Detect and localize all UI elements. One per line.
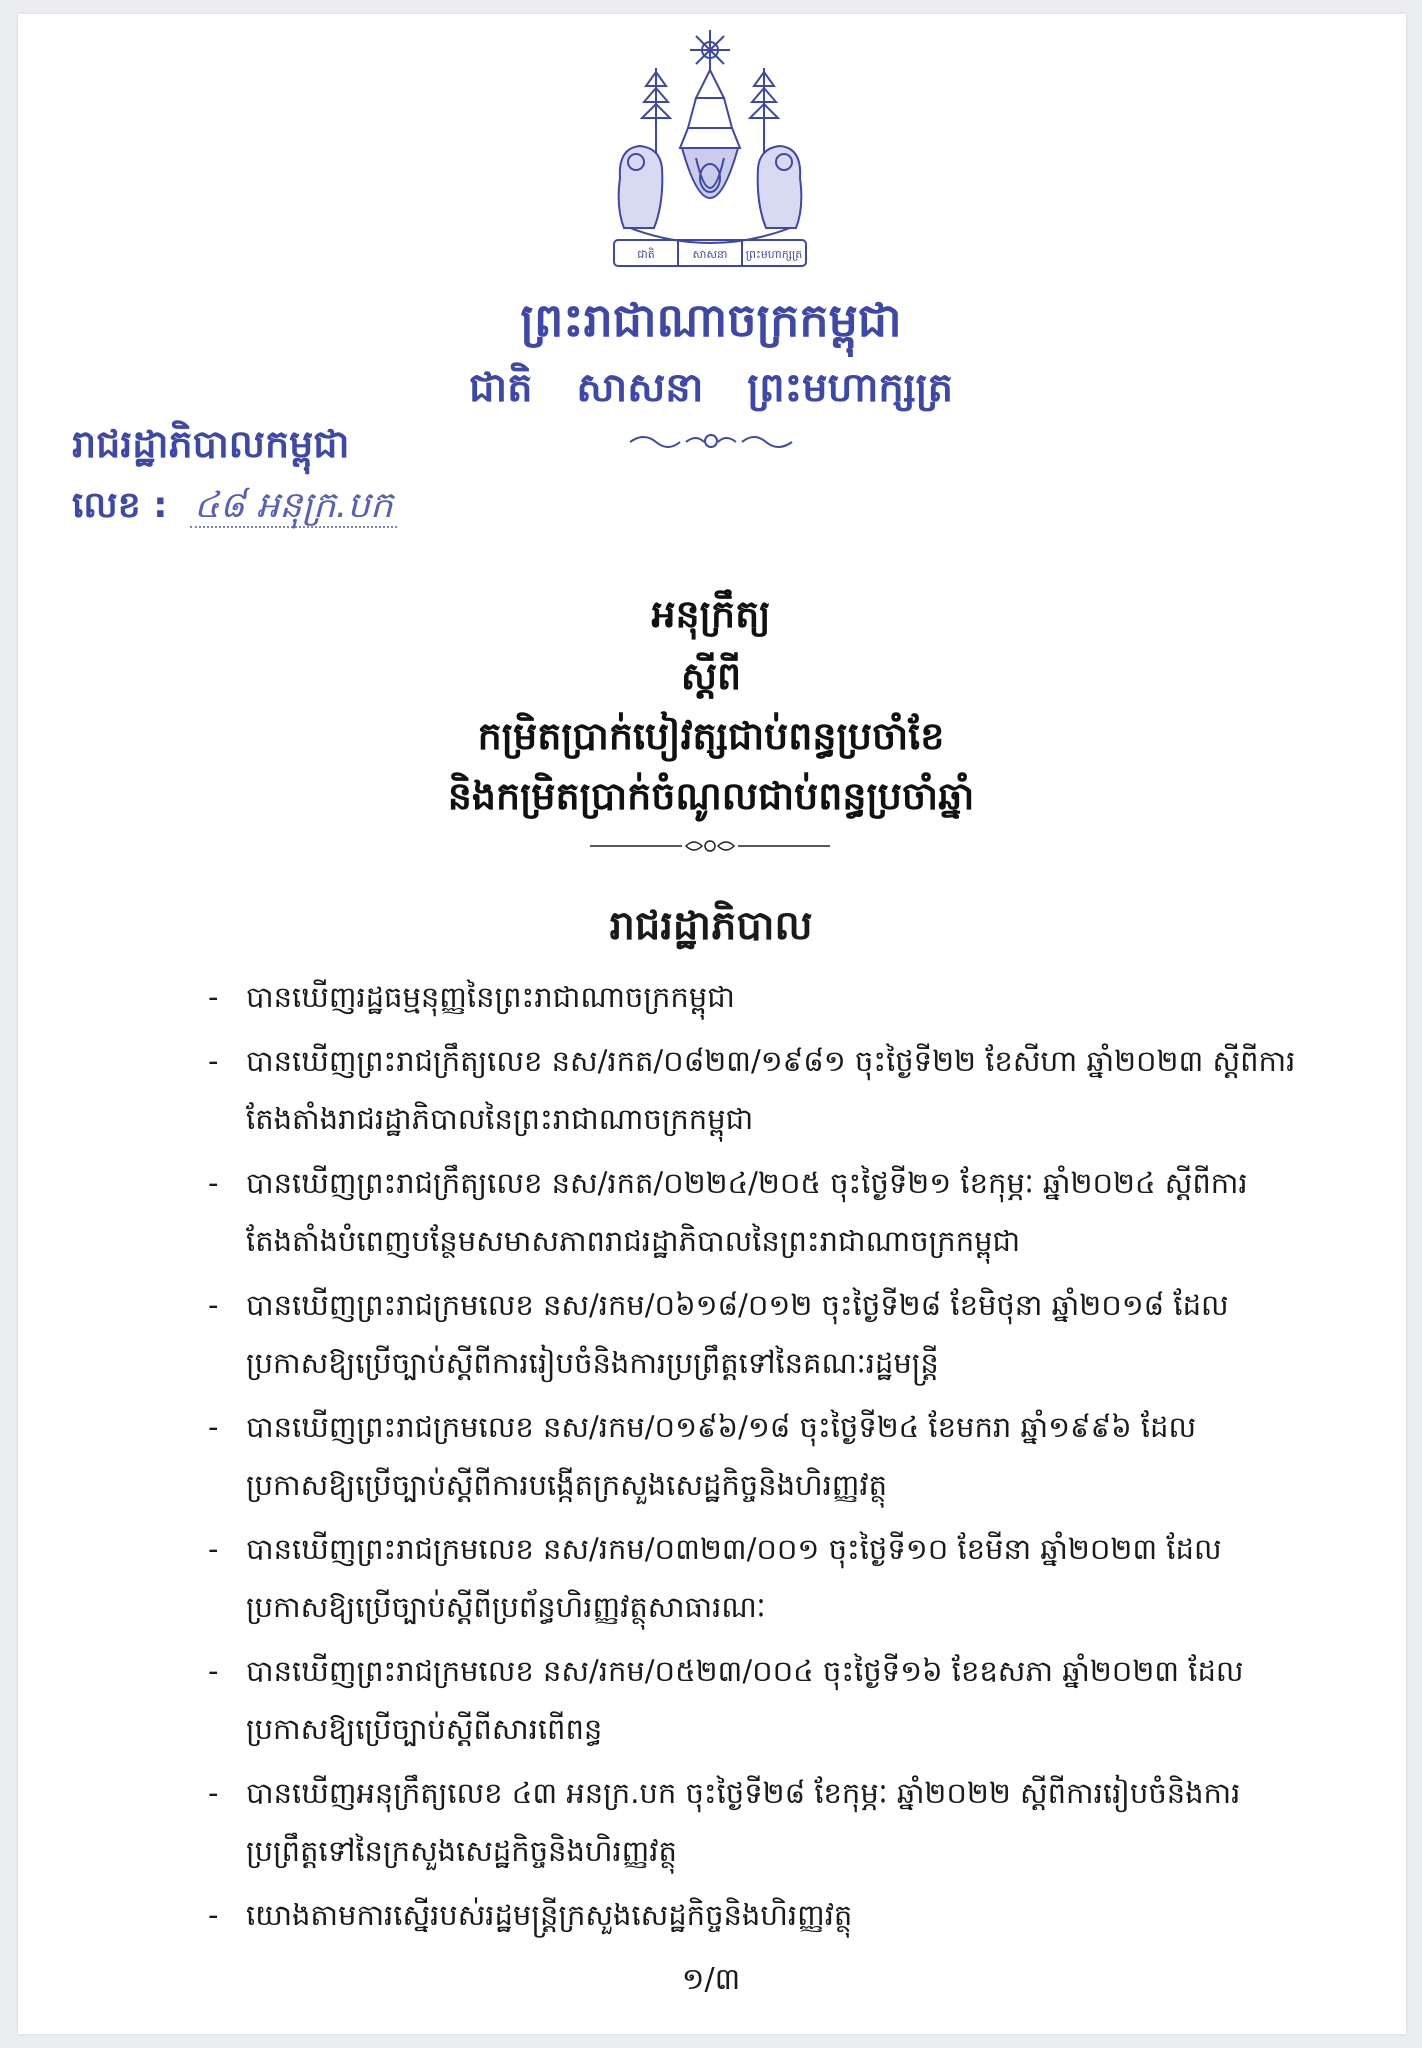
emblem-label-1: ជាតិ bbox=[637, 248, 655, 261]
kingdom-name: ព្រះរាជាណាចក្រកម្ពុជា bbox=[520, 293, 902, 347]
list-item: - បានឃើញរដ្ឋធម្មនុញ្ញនៃព្រះរាជាណាចក្រកម្ពុជា bbox=[208, 968, 1298, 1026]
royal-emblem-icon bbox=[600, 28, 820, 288]
issuing-authority: រាជរដ្ឋាភិបាលកម្ពុជា bbox=[72, 422, 350, 466]
list-item: - បានឃើញព្រះរាជក្រមលេខ នស/រកម/០៣២៣/០០១ ចុះថ្ងៃទី១០ ខែមីនា ឆ្នាំ២០២៣ ដែលប្រកាសឱ្យប្រើច្បាប់ស្តីពីប្រព័ន្ធហិរញ្ញវត្ថុសាធារណៈ bbox=[208, 1520, 1298, 1636]
list-item: - បានឃើញព្រះរាជក្រឹត្យលេខ នស/រកត/០៨២៣/១៩៨១ ចុះថ្ងៃទី២២ ខែសីហា ឆ្នាំ២០២៣ ស្តីពីការតែងតាំងរាជរដ្ឋាភិបាលនៃព្រះរាជាណាចក្រកម្ពុជា bbox=[208, 1032, 1298, 1148]
emblem-label-3: ព្រះមហាក្សត្រ bbox=[745, 248, 803, 261]
list-item: - យោងតាមការស្នើរបស់រដ្ឋមន្ត្រីក្រសួងសេដ្ឋកិច្ចនិងហិរញ្ញវត្ថុ bbox=[208, 1886, 1298, 1944]
document-number bbox=[72, 482, 397, 535]
list-item: - បានឃើញព្រះរាជក្រឹត្យលេខ នស/រកត/០២២៤/២០៥ ចុះថ្ងៃទី២១ ខែកុម្ភៈ ឆ្នាំ២០២៤ ស្តីពីការតែងតាំងបំពេញបន្ថែមសមាសភាពរាជរដ្ឋាភិបាលនៃព្រះរាជាណាចក្រកម្ពុជា bbox=[208, 1154, 1298, 1270]
national-motto: ជាតិ សាសនា ព្រះមហាក្សត្រ bbox=[469, 365, 953, 411]
list-item: - បានឃើញព្រះរាជក្រមលេខ នស/រកម/០៦១៨/០១២ ចុះថ្ងៃទី២៨ ខែមិថុនា ឆ្នាំ២០១៨ ដែលប្រកាសឱ្យប្រើច្បាប់ស្តីពីការរៀបចំនិងការប្រព្រឹត្តទៅនៃគណៈរដ្ឋមន្ត្រី bbox=[208, 1276, 1298, 1392]
number-value: ៤៨ អនុក្រ.បក bbox=[190, 485, 397, 528]
motto-ornament-icon bbox=[626, 428, 796, 454]
doc-about: ស្តីពី bbox=[680, 654, 742, 698]
title-divider-icon bbox=[590, 836, 830, 856]
doc-subject-line-2: និងកម្រិតប្រាក់ចំណូលជាប់ពន្ធប្រចាំឆ្នាំ bbox=[447, 774, 975, 818]
page-number: ១/៣ bbox=[681, 1962, 741, 1997]
doc-subject-line-1: កម្រិតប្រាក់បៀវត្សជាប់ពន្ធប្រចាំខែ bbox=[477, 714, 945, 758]
body-heading: រាជរដ្ឋាភិបាល bbox=[609, 903, 813, 949]
list-item: - បានឃើញព្រះរាជក្រមលេខ នស/រកម/០១៩៦/១៨ ចុះថ្ងៃទី២៤ ខែមករា ឆ្នាំ១៩៩៦ ដែលប្រកាសឱ្យប្រើច្បាប់ស្តីពីការបង្កើតក្រសួងសេដ្ឋកិច្ចនិងហិរញ្ញវត្ថុ bbox=[208, 1398, 1298, 1514]
number-label: លេខ : bbox=[72, 485, 168, 526]
list-item: - បានឃើញអនុក្រឹត្យលេខ ៤៣ អនក្រ.បក ចុះថ្ងៃទី២៨ ខែកុម្ភៈ ឆ្នាំ២០២២ ស្តីពីការរៀបចំនិងការប្រព្រឹត្តទៅនៃក្រសួងសេដ្ឋកិច្ចនិងហិរញ្ញវត្ថុ bbox=[208, 1764, 1298, 1880]
emblem-label-2: សាសនា bbox=[692, 248, 728, 261]
preamble-list bbox=[208, 968, 1298, 1950]
list-item: - បានឃើញព្រះរាជក្រមលេខ នស/រកម/០៥២៣/០០៤ ចុះថ្ងៃទី១៦ ខែឧសភា ឆ្នាំ២០២៣ ដែលប្រកាសឱ្យប្រើច្បាប់ស្តីពីសារពើពន្ធ bbox=[208, 1642, 1298, 1758]
doc-type-title: អនុក្រឹត្យ bbox=[651, 592, 771, 636]
